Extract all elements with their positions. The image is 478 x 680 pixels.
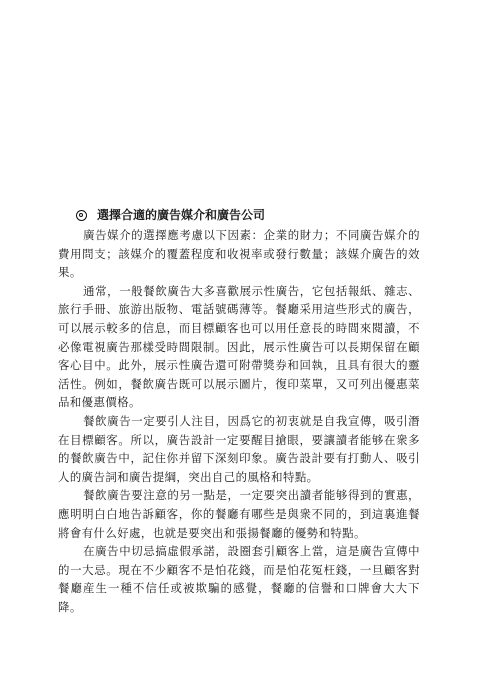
double-circle-bullet-icon: [76, 210, 87, 221]
section-heading-text: 選擇合適的廣告媒介和廣告公司: [97, 208, 266, 222]
paragraph-eye-catching: 餐飲廣告一定要引人注目，因爲它的初衷就是自我宣傳，吸引潛在目標顧客。所以，廣告設計一定要醒目搶眼，要讓讀者能够在衆多的餐飲廣告中，記住你并留下深刻印象。廣告設計要有打動人、吸引人的廣告詞和廣告提綱，突出自己的風格和特點。: [58, 413, 420, 484]
paragraph-no-false-promises: 在廣告中切忌搞虛假承諾，設圈套引顧客上當，這是廣告宣傳中的一大忌。現在不少顧客不是怕花錢，而是怕花冤枉錢，一旦顧客對餐廳産生一種不信任或被欺騙的感覺，餐廳的信譽和口牌會大大下降。: [58, 544, 420, 614]
paragraph-customer-benefits: 餐飲廣告要注意的另一點是，一定要突出讀者能够得到的實惠，應明明白白地告訴顧客，你的餐廳有哪些是與衆不同的，到這裏進餐將會有什么好處，也就是要突出和張揚餐廳的優勢和特點。: [58, 488, 420, 540]
section-heading: [76, 205, 420, 226]
section-content: [58, 205, 420, 616]
paragraph-media-factors: 廣告媒介的選擇應考慮以下因素：企業的財力；不同廣告媒介的費用問支；該媒介的覆蓋程度和收視率或發行數量；該媒介廣告的效果。: [58, 228, 420, 280]
paragraph-display-ads: 通常，一般餐飲廣告大多喜歡展示性廣告，它包括報紙、雜志、旅行手冊、旅游出版物、電話號碼薄等。餐廳采用這些形式的廣告，可以展示較多的信息，而目標顧客也可以用任意長的時間來閱讀，不必像電視廣告那樣受時間限制。因此，展示性廣告可以長期保留在顧客心目中。此外，展示性廣告還可附帶獎券和回執，且具有很大的靈活性。例如，餐飲廣告既可以展示圖片，復印菜單，又可列出優惠菜品和優惠價格。: [58, 283, 420, 410]
